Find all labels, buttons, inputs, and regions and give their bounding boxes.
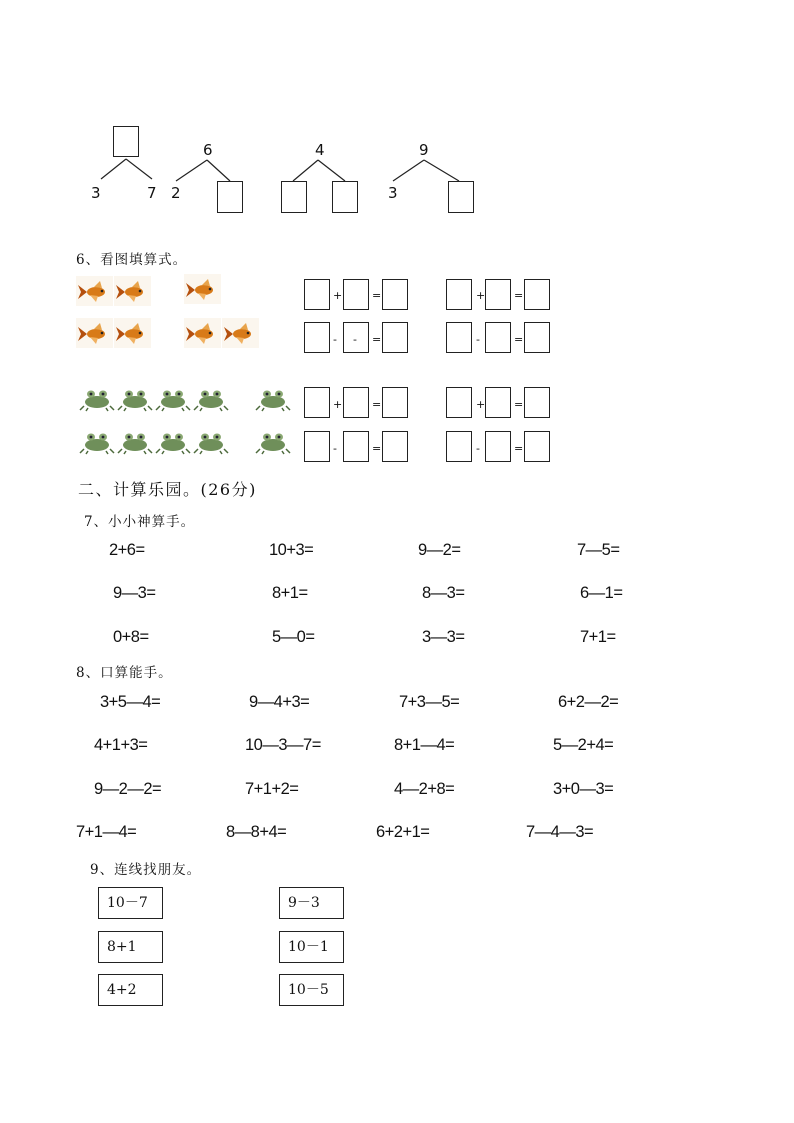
answer-box[interactable]	[304, 431, 330, 462]
q8-expression: 9—4+3=	[249, 693, 310, 711]
answer-box[interactable]	[343, 431, 369, 462]
answer-box[interactable]	[382, 322, 408, 353]
plus-sign: +	[476, 289, 486, 302]
q6-title: 6、看图填算式。	[76, 252, 188, 268]
answer-box[interactable]	[524, 279, 550, 310]
q8-expression: 3+5—4=	[100, 693, 161, 711]
minus-sign: -	[333, 442, 337, 455]
tree1-left-number: 3	[91, 184, 101, 202]
tree4-right-box[interactable]	[448, 181, 474, 213]
q8-expression: 10—3—7=	[245, 736, 321, 754]
q8-expression: 6+2+1=	[376, 823, 430, 841]
goldfish-icon	[184, 318, 221, 348]
answer-box[interactable]	[485, 387, 511, 418]
minus-sign: -	[333, 333, 337, 346]
q8-expression: 7—4—3=	[526, 823, 594, 841]
q7-expression: 6—1=	[580, 584, 623, 602]
tree2-right-box[interactable]	[217, 181, 243, 213]
frog-icon	[192, 427, 230, 455]
frog-icon	[254, 427, 292, 455]
q8-expression: 7+3—5=	[399, 693, 460, 711]
equals-sign: =	[514, 333, 524, 346]
q7-expression: 2+6=	[109, 541, 145, 559]
equals-sign: =	[372, 442, 382, 455]
frog-icon	[154, 427, 192, 455]
q8-expression: 8+1—4=	[394, 736, 455, 754]
frog-icon	[78, 427, 116, 455]
minus-sign: -	[476, 442, 480, 455]
q7-expression: 7—5=	[577, 541, 620, 559]
tree1-top-box[interactable]	[113, 126, 139, 157]
goldfish-icon	[114, 276, 151, 306]
equals-sign: =	[372, 333, 382, 346]
q7-expression: 8—3=	[422, 584, 465, 602]
tree2-top-number: 6	[203, 141, 213, 159]
q7-title: 7、小小神算手。	[84, 514, 196, 530]
answer-box[interactable]	[304, 279, 330, 310]
q9-left-card[interactable]: 10－7	[98, 887, 163, 919]
frog-icon	[254, 384, 292, 412]
answer-box[interactable]	[485, 431, 511, 462]
equals-sign: =	[514, 442, 524, 455]
answer-box[interactable]	[524, 431, 550, 462]
tree4-top-number: 9	[419, 141, 429, 159]
q8-title: 8、口算能手。	[76, 665, 173, 681]
tree2-left-number: 2	[171, 184, 181, 202]
answer-box[interactable]	[446, 431, 472, 462]
frog-icon	[78, 384, 116, 412]
q8-expression: 4—2+8=	[394, 780, 455, 798]
q8-expression: 8—8+4=	[226, 823, 287, 841]
plus-sign: +	[333, 289, 343, 302]
q9-right-card[interactable]: 10－5	[279, 974, 344, 1006]
frog-icon	[116, 427, 154, 455]
answer-box[interactable]	[382, 387, 408, 418]
q8-expression: 7+1+2=	[245, 780, 299, 798]
answer-box[interactable]	[446, 279, 472, 310]
tree4-left-number: 3	[388, 184, 398, 202]
answer-box[interactable]	[304, 387, 330, 418]
equals-sign: =	[514, 289, 524, 302]
answer-box[interactable]	[343, 279, 369, 310]
goldfish-icon	[76, 318, 113, 348]
q7-expression: 0+8=	[113, 628, 149, 646]
answer-box[interactable]	[524, 322, 550, 353]
section2-title: 二、计算乐园。(26分)	[78, 480, 257, 499]
q8-expression: 5—2+4=	[553, 736, 614, 754]
minus-sign: -	[476, 333, 480, 346]
answer-box[interactable]	[485, 322, 511, 353]
q7-expression: 10+3=	[269, 541, 314, 559]
tree1-right-number: 7	[147, 184, 157, 202]
goldfish-icon	[114, 318, 151, 348]
tree3-left-box[interactable]	[281, 181, 307, 213]
tree3-right-box[interactable]	[332, 181, 358, 213]
answer-box[interactable]	[304, 322, 330, 353]
answer-box[interactable]	[524, 387, 550, 418]
answer-box[interactable]	[446, 322, 472, 353]
q7-expression: 7+1=	[580, 628, 616, 646]
q8-expression: 4+1+3=	[94, 736, 148, 754]
plus-sign: +	[476, 398, 486, 411]
answer-box[interactable]	[446, 387, 472, 418]
frog-icon	[192, 384, 230, 412]
q7-expression: 8+1=	[272, 584, 308, 602]
plus-sign: +	[333, 398, 343, 411]
q7-expression: 9—3=	[113, 584, 156, 602]
equals-sign: =	[372, 289, 382, 302]
goldfish-icon	[222, 318, 259, 348]
frog-icon	[116, 384, 154, 412]
frog-icon	[154, 384, 192, 412]
q8-expression: 7+1—4=	[76, 823, 137, 841]
answer-box[interactable]	[485, 279, 511, 310]
q9-left-card[interactable]: 4+2	[98, 974, 163, 1006]
q8-expression: 9—2—2=	[94, 780, 162, 798]
answer-box[interactable]	[382, 431, 408, 462]
q8-expression: 6+2—2=	[558, 693, 619, 711]
answer-box[interactable]	[343, 387, 369, 418]
q7-expression: 3—3=	[422, 628, 465, 646]
q7-expression: 9—2=	[418, 541, 461, 559]
equals-sign: =	[372, 398, 382, 411]
q9-title: 9、连线找朋友。	[90, 862, 202, 878]
tree3-top-number: 4	[315, 141, 325, 159]
answer-box[interactable]	[382, 279, 408, 310]
goldfish-icon	[184, 274, 221, 304]
inner-minus-sign: -	[353, 333, 357, 346]
q9-right-card[interactable]: 10－1	[279, 931, 344, 963]
goldfish-icon	[76, 276, 113, 306]
q7-expression: 5—0=	[272, 628, 315, 646]
q9-right-card[interactable]: 9－3	[279, 887, 344, 919]
q8-expression: 3+0—3=	[553, 780, 614, 798]
q9-left-card[interactable]: 8+1	[98, 931, 163, 963]
equals-sign: =	[514, 398, 524, 411]
